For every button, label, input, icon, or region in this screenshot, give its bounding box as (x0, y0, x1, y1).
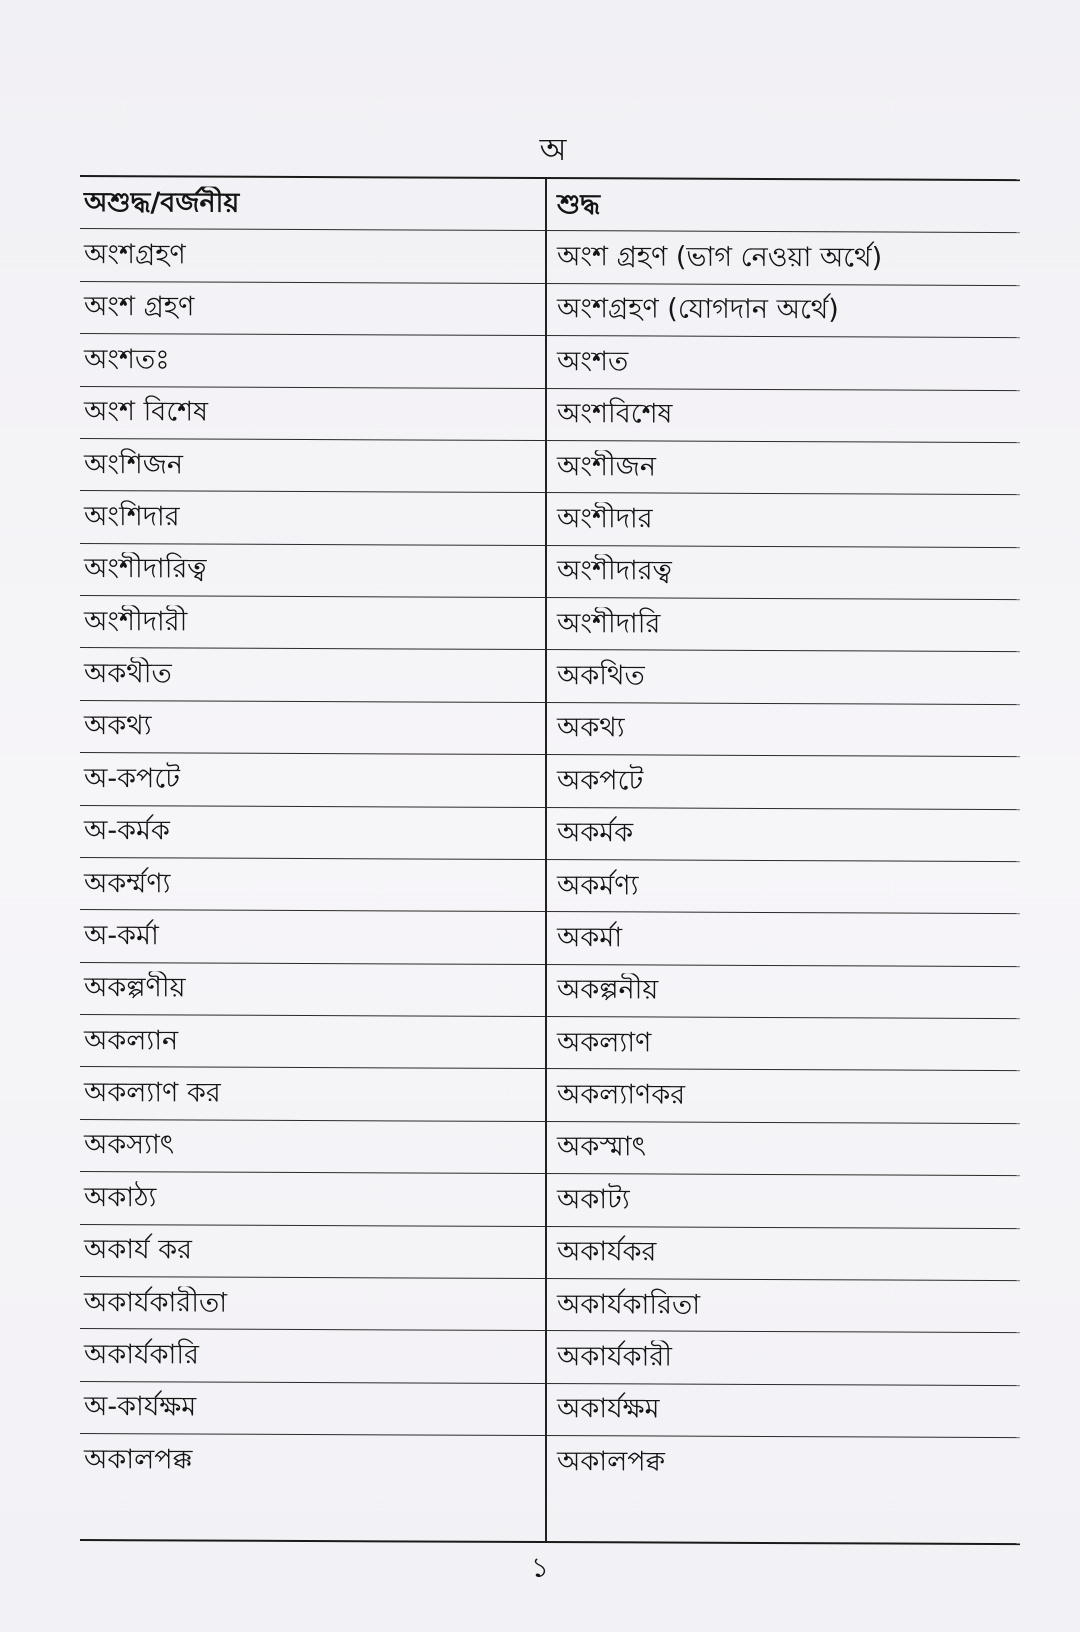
incorrect-word: অকল্যান (84, 1024, 179, 1057)
correct-word: অংশ গ্রহণ (ভাগ নেওয়া অর্থে) (557, 241, 883, 274)
incorrect-word: অংশ বিশেষ (84, 396, 209, 428)
correct-word: অকথিত (557, 660, 645, 692)
correct-word: অকল্পনীয় (557, 974, 659, 1006)
table-row (80, 1277, 1020, 1333)
table-row (80, 387, 1020, 443)
correct-word: অকথ্য (557, 712, 625, 744)
correct-word: অংশত (557, 345, 629, 378)
table-header-row (80, 177, 1020, 233)
incorrect-word: অকল্যাণ কর (84, 1077, 221, 1109)
incorrect-word: অ-কর্মক (84, 815, 170, 847)
correct-word: অকপটে (557, 764, 644, 797)
table-row (80, 1434, 1020, 1490)
incorrect-word: অকাঠ্য (84, 1181, 157, 1214)
correct-word: অকল্যাণ (557, 1026, 652, 1059)
correct-word: অকস্মাৎ (557, 1131, 647, 1163)
incorrect-word: অ-কার্যক্ষম (84, 1391, 197, 1423)
correct-word: অকাট্য (557, 1183, 630, 1216)
correct-word: অকার্যকারিতা (557, 1288, 701, 1321)
incorrect-word: অকস্যাৎ (84, 1129, 175, 1161)
incorrect-word: অংশীদারিত্ব (84, 553, 207, 585)
table-row (80, 910, 1020, 966)
header-incorrect: অশুদ্ধ/বর্জনীয় (84, 186, 240, 219)
table-row (80, 963, 1020, 1019)
section-letter-heading (0, 130, 1080, 170)
table-row (80, 491, 1020, 547)
incorrect-word: অকার্যকারীতা (84, 1286, 228, 1319)
table-row (80, 1120, 1020, 1176)
table-row (80, 282, 1020, 338)
correct-word: অকালপক্ব (557, 1446, 665, 1478)
table-row (80, 648, 1020, 704)
header-correct: শুদ্ধ (557, 188, 601, 220)
table-row (80, 858, 1020, 914)
correct-word: অকার্যকারী (557, 1341, 672, 1373)
incorrect-word: অংশতঃ (84, 343, 170, 376)
correct-word: অংশবিশেষ (557, 398, 673, 430)
incorrect-word: অংশ গ্রহণ (84, 291, 195, 323)
incorrect-word: অকালপক্ক (84, 1444, 193, 1476)
correct-word: অকর্মক (557, 817, 634, 849)
table-row (80, 544, 1020, 600)
correct-word: অকর্মণ্য (557, 869, 639, 901)
table-row (80, 596, 1020, 652)
correct-word: অকার্যক্ষম (557, 1393, 660, 1425)
correct-word: অংশীদার (557, 503, 653, 535)
table-row (80, 1329, 1020, 1385)
table-row (80, 1172, 1020, 1228)
incorrect-word: অকথীত (84, 658, 172, 690)
table-row (80, 701, 1020, 757)
word-correction-table (80, 175, 1020, 1545)
incorrect-word: অ-কর্মা (84, 919, 159, 952)
table-row (80, 1015, 1020, 1071)
correct-word: অংশীদারত্ব (557, 555, 672, 587)
correct-word: অকার্যকর (557, 1236, 657, 1268)
incorrect-word: অকল্পণীয় (84, 972, 186, 1004)
incorrect-word: অংশগ্রহণ (84, 239, 186, 271)
incorrect-word: অকথ্য (84, 710, 152, 742)
table-row (80, 439, 1020, 495)
table-row (80, 229, 1020, 285)
correct-word: অকল্যাণকর (557, 1079, 686, 1111)
correct-word: অংশীদারি (557, 607, 661, 640)
table-row (80, 1067, 1020, 1123)
column-divider (545, 179, 547, 1541)
correct-word: অংশগ্রহণ (যোগদান অর্থে) (557, 293, 839, 326)
table-row (80, 806, 1020, 862)
correct-word: অকর্মা (557, 922, 623, 954)
incorrect-word: অকর্ম্মণ্য (84, 867, 171, 899)
table-row (80, 334, 1020, 390)
table-row (80, 1382, 1020, 1438)
incorrect-word: অংশীদারী (84, 605, 188, 638)
table-row (80, 1225, 1020, 1281)
table-row (80, 753, 1020, 809)
incorrect-word: অকার্য কর (84, 1234, 192, 1266)
incorrect-word: অংশিজন (84, 448, 183, 481)
page-number: ১ (530, 1551, 550, 1584)
correct-word: অংশীজন (557, 450, 656, 483)
incorrect-word: অকার্যকারি (84, 1338, 199, 1371)
section-letter: অ (539, 132, 567, 168)
incorrect-word: অংশিদার (84, 500, 180, 533)
incorrect-word: অ-কপটে (84, 762, 180, 795)
